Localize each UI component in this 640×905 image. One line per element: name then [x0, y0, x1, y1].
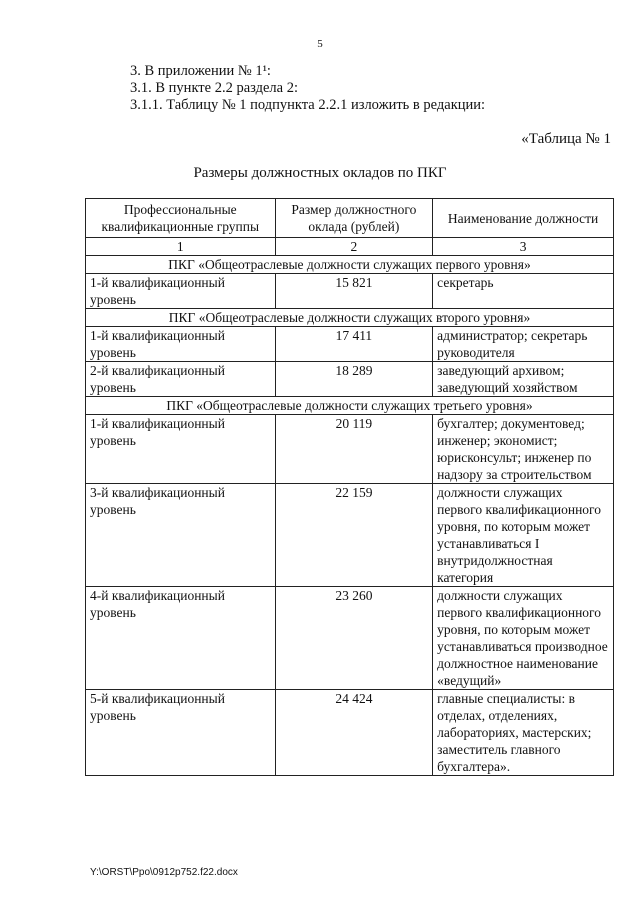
file-path-footer: Y:\ORST\Ppo\0912p752.f22.docx: [90, 867, 238, 878]
col-number: 3: [433, 238, 614, 256]
salary-cell: 24 424: [275, 690, 433, 776]
group-title: ПКГ «Общеотраслевые должности служащих третьего уровня»: [86, 397, 614, 415]
salary-cell: 22 159: [275, 484, 433, 587]
table-row: [86, 327, 614, 362]
column-number-row: [86, 238, 614, 256]
table-row: [86, 484, 614, 587]
col-number: 2: [275, 238, 433, 256]
col-number: 1: [86, 238, 276, 256]
group-row: [86, 256, 614, 274]
table-row: [86, 274, 614, 309]
level-cell: 2-й квалификационный уровень: [86, 362, 276, 397]
header-salary: Размер должностного оклада (рублей): [275, 199, 433, 238]
level-cell: 1-й квалификационный уровень: [86, 327, 276, 362]
level-cell: 3-й квалификационный уровень: [86, 484, 276, 587]
intro-line-1: 3. В приложении № 1¹:: [130, 63, 271, 79]
header-qual-groups: Профессиональные квалификационные группы: [86, 199, 276, 238]
group-title: ПКГ «Общеотраслевые должности служащих второго уровня»: [86, 309, 614, 327]
salary-table: [85, 198, 614, 776]
header-position: Наименование должности: [433, 199, 614, 238]
position-cell: заведующий архивом; заведующий хозяйством: [433, 362, 614, 397]
page-number: 5: [317, 38, 323, 50]
intro-line-2: 3.1. В пункте 2.2 раздела 2:: [130, 80, 298, 96]
table-row: [86, 587, 614, 690]
table-header-row: [86, 199, 614, 238]
salary-cell: 17 411: [275, 327, 433, 362]
position-cell: главные специалисты: в отделах, отделениях, лабораториях, мастерских; заместитель главного бухгалтера».: [433, 690, 614, 776]
position-cell: секретарь: [433, 274, 614, 309]
salary-cell: 23 260: [275, 587, 433, 690]
level-cell: 1-й квалификационный уровень: [86, 274, 276, 309]
position-cell: администратор; секретарь руководителя: [433, 327, 614, 362]
position-cell: должности служащих первого квалификационного уровня, по которым может устанавливаться I внутридолжностная категория: [433, 484, 614, 587]
table-row: [86, 415, 614, 484]
group-row: [86, 397, 614, 415]
table-row: [86, 362, 614, 397]
level-cell: 5-й квалификационный уровень: [86, 690, 276, 776]
level-cell: 1-й квалификационный уровень: [86, 415, 276, 484]
position-cell: должности служащих первого квалификационного уровня, по которым может устанавливаться производное должностное наименование «ведущий»: [433, 587, 614, 690]
level-cell: 4-й квалификационный уровень: [86, 587, 276, 690]
table-label: «Таблица № 1: [521, 131, 611, 147]
table-row: [86, 690, 614, 776]
table-title: Размеры должностных окладов по ПКГ: [193, 165, 447, 181]
intro-line-3: 3.1.1. Таблицу № 1 подпункта 2.2.1 изложить в редакции:: [130, 97, 486, 113]
group-row: [86, 309, 614, 327]
group-title: ПКГ «Общеотраслевые должности служащих первого уровня»: [86, 256, 614, 274]
salary-cell: 18 289: [275, 362, 433, 397]
salary-cell: 15 821: [275, 274, 433, 309]
salary-cell: 20 119: [275, 415, 433, 484]
position-cell: бухгалтер; документовед; инженер; экономист; юрисконсульт; инженер по надзору за строительством: [433, 415, 614, 484]
